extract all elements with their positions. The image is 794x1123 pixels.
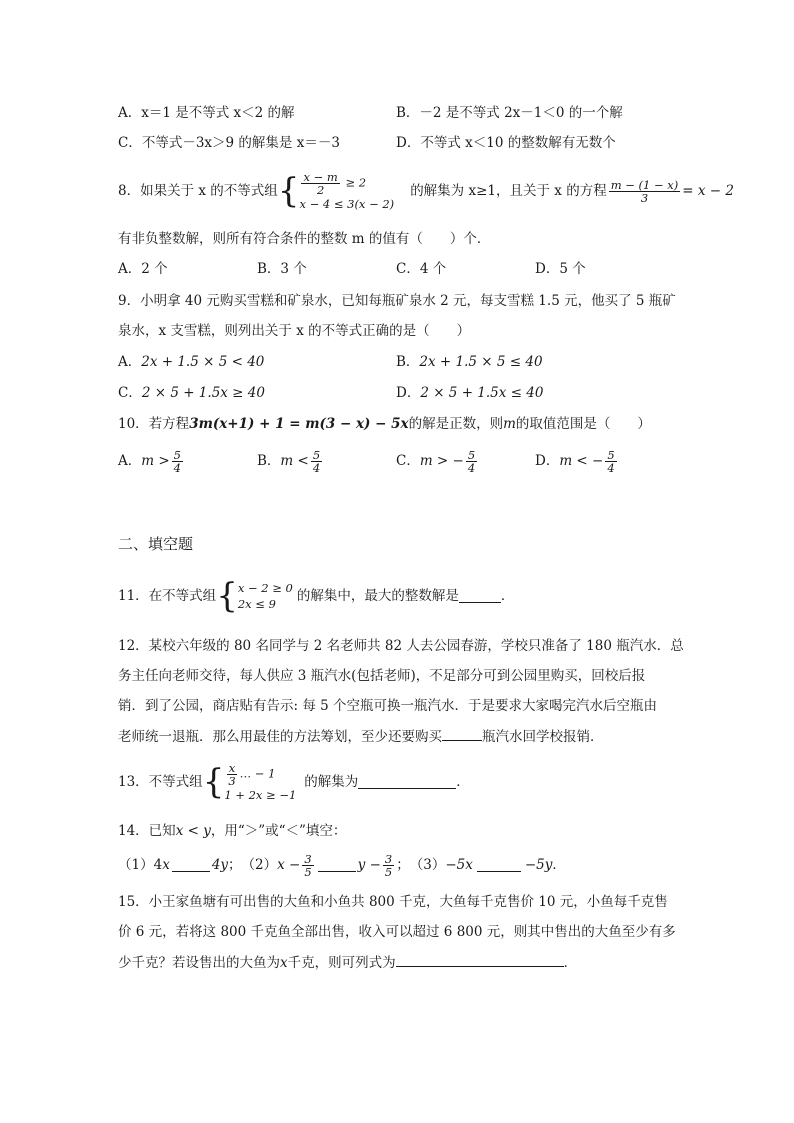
q10-option-b-label: B． [257, 453, 281, 469]
q11-row2: 2x ≤ 9 [237, 597, 276, 611]
q13-answer-blank[interactable] [358, 775, 456, 789]
q8-option-d: D．5 个 [535, 261, 586, 277]
q15-line3-mid: 千克，则可列式为 [287, 955, 396, 971]
q10-option-a-num: 5 [173, 447, 181, 462]
left-brace-icon: { [216, 576, 238, 616]
q10-stem [118, 415, 651, 433]
q7-option-c: C．不等式－3x＞9 的解集是 x＝－3 [118, 135, 340, 151]
q10-option-c-rel: m > − [419, 453, 464, 469]
q10-option-c [396, 446, 479, 476]
q14-part2-right-den: 5 [384, 864, 393, 879]
q8-stem-line2: 有非负整数解，则所有符合条件的整数 m 的值有（ ）个． [118, 231, 491, 247]
q10-option-d-den: 4 [607, 460, 615, 475]
q10-option-b [257, 446, 324, 476]
q15-line1: 15．小王家鱼塘有可出售的大鱼和小鱼共 800 千克，大鱼每千克售价 10 元，小鱼每千克售 [118, 894, 668, 910]
q14-part2-right: y − [357, 857, 381, 873]
q10-suffix: 的取值范围是（ ） [515, 416, 651, 432]
q14-part2-left-den: 5 [304, 864, 312, 879]
q11-inequality-system [216, 576, 293, 616]
q15-line3-start: 少千克？若设售出的大鱼为 [118, 955, 280, 971]
q8-stem-line1 [118, 166, 734, 216]
q8-row1-denominator: 2 [316, 182, 325, 197]
q9-stem-line1: 9．小明拿 40 元购买雪糕和矿泉水，已知每瓶矿泉水 2 元，每支雪糕 1.5 元，他买了 5 瓶矿 [118, 293, 676, 309]
q12-line4-end: 瓶汽水回学校报销． [482, 729, 604, 745]
q13-row1-num: x [228, 760, 236, 775]
q10-option-b-num: 5 [312, 447, 321, 462]
q14-separator-1: ； [228, 857, 242, 873]
q10-option-d-label: D． [535, 453, 560, 469]
q14-end: ． [552, 857, 566, 873]
q14-part1-label: （1）4 [118, 857, 163, 873]
q12-line2: 务主任向老师交待，每人供应 3 瓶汽水(包括老师)，不足部分可到公园里购买，回校后报 [118, 668, 646, 684]
q10-option-b-rel: m < [280, 453, 309, 469]
q14-part3-right: −5y [524, 857, 553, 873]
q13-prefix: 13．不等式组 [118, 774, 203, 790]
q9-option-d [396, 384, 543, 402]
q14-part1-right: 4y [211, 857, 229, 873]
q14-part1-blank[interactable] [172, 858, 210, 872]
q12-line4-start: 老师统一退瓶．那么用最佳的方法筹划，至少还要购买 [118, 729, 442, 745]
q11-suffix: 的解集中，最大的整数解是 [296, 588, 459, 604]
q8-row1-numerator: x − m [303, 169, 338, 184]
q15-end: ． [563, 955, 578, 971]
q8-row1-rest: ≥ 2 [345, 175, 367, 189]
q14-condition: x < y [175, 823, 211, 839]
q8-eq-rest: = x − 2 [682, 183, 734, 199]
q9-option-a [118, 353, 264, 371]
q8-eq-numerator: m − (1 − x) [610, 177, 679, 192]
q8-option-b: B．3 个 [257, 261, 307, 277]
q14-part1-x: x [162, 857, 170, 873]
q12-line3: 销．到了公园，商店贴有告示: 每 5 个空瓶可换一瓶汽水．于是要求大家喝完汽水后空瓶由 [118, 698, 658, 714]
q9-stem-line2: 泉水，x 支雪糕，则列出关于 x 的不等式正确的是（ ） [118, 323, 471, 339]
q15-answer-blank[interactable] [396, 953, 564, 967]
q14-part2-label: （2） [241, 857, 278, 873]
left-brace-icon: { [277, 171, 300, 211]
q14-separator-2: ； [396, 857, 410, 873]
section-fill-in-title: 二、填空题 [118, 535, 194, 553]
q14-part2-left-num: 3 [304, 851, 312, 866]
q10-option-d-num: 5 [607, 447, 615, 462]
q10-option-a-label: A． [118, 453, 142, 469]
q9-option-b-label: B． [396, 354, 420, 370]
q14-part3-label: （3） [409, 857, 446, 873]
q14-part2-left: x − [277, 857, 301, 873]
q14-prefix: 14．已知 [118, 823, 176, 839]
q8-prefix: 8．如果关于 x 的不等式组 [118, 183, 278, 199]
q9-option-d-label: D． [396, 385, 421, 401]
q9-option-c-expr: 2 × 5 + 1.5x ≥ 40 [141, 385, 265, 401]
q10-option-a-rel: m > [141, 453, 170, 469]
q10-var: m [503, 416, 516, 432]
q10-option-a-den: 4 [173, 460, 181, 475]
q14-part2-blank[interactable] [318, 858, 356, 872]
q10-option-b-den: 4 [312, 460, 321, 475]
q7-option-d: D．不等式 x＜10 的整数解有无数个 [396, 135, 616, 151]
q7-option-a: A．x＝1 是不等式 x＜2 的解 [118, 105, 295, 121]
q9-option-a-expr: 2x + 1.5 × 5 < 40 [141, 354, 265, 370]
q9-option-b-expr: 2x + 1.5 × 5 ≤ 40 [419, 354, 543, 370]
q9-option-a-label: A． [118, 354, 142, 370]
q9-option-d-expr: 2 × 5 + 1.5x ≤ 40 [420, 385, 544, 401]
q11-answer-blank[interactable] [459, 589, 501, 603]
q12-line4 [118, 727, 604, 746]
q11-stem [118, 576, 514, 616]
q10-equation: 3m(x+1) + 1 = m(3 − x) − 5x [189, 416, 409, 432]
q10-mid: 的解是正数，则 [408, 416, 504, 432]
q15-line3 [118, 953, 577, 972]
q10-option-c-den: 4 [467, 460, 476, 475]
q8-middle-text: 的解集为 x≥1，且关于 x 的方程 [410, 183, 607, 199]
q8-option-c: C．4 个 [396, 261, 447, 277]
q8-inequality-system [278, 171, 394, 212]
q14-part3-left: −5x [445, 857, 473, 873]
q8-equation-fraction [609, 179, 681, 204]
q9-option-c [118, 384, 265, 402]
q15-line2: 价 6 元，若将这 800 千克鱼全部出售，收入可以超过 6 800 元，则其中售出的大鱼至少有多 [118, 924, 676, 940]
q9-option-c-label: C． [118, 385, 142, 401]
q13-stem [118, 756, 470, 808]
q8-eq-denominator: 3 [640, 190, 649, 205]
q13-row1-rest: … − 1 [239, 766, 276, 780]
q13-inequality-system [203, 762, 297, 803]
q10-option-d [535, 446, 619, 476]
q10-prefix: 10．若方程 [118, 416, 190, 432]
q8-row2: x − 4 ≤ 3(x − 2) [299, 196, 395, 211]
q14-line1 [118, 822, 346, 840]
q8-option-a: A．2 个 [118, 261, 168, 277]
q11-prefix: 11．在不等式组 [118, 588, 217, 604]
q14-part3-blank[interactable] [477, 858, 521, 872]
q13-suffix: 的解集为 [304, 774, 359, 790]
q12-answer-blank[interactable] [442, 727, 482, 741]
q10-option-c-label: C． [396, 453, 420, 469]
q13-row2: 1 + 2x ≥ −1 [224, 787, 297, 802]
left-brace-icon: { [202, 762, 225, 802]
q10-option-a [118, 446, 185, 476]
q14-line2 [118, 850, 566, 880]
q12-line1: 12．某校六年级的 80 名同学与 2 名老师共 82 人去公园春游，学校只准备了 180 瓶汽水．总 [118, 638, 684, 654]
q14-instruction: ，用“＞”或“＜”填空： [210, 823, 347, 839]
q14-part2-right-num: 3 [384, 851, 393, 866]
q13-end: ． [456, 774, 470, 790]
q7-option-b: B．－2 是不等式 2x－1＜0 的一个解 [396, 105, 623, 121]
q15-variable-x: x [280, 955, 288, 971]
q10-option-c-num: 5 [467, 447, 476, 462]
q11-end: ． [500, 588, 515, 604]
q9-option-b [396, 353, 543, 371]
q10-option-d-rel: m < − [559, 453, 604, 469]
q13-row1-den: 3 [228, 773, 236, 788]
q11-row1: x − 2 ≥ 0 [237, 581, 293, 595]
